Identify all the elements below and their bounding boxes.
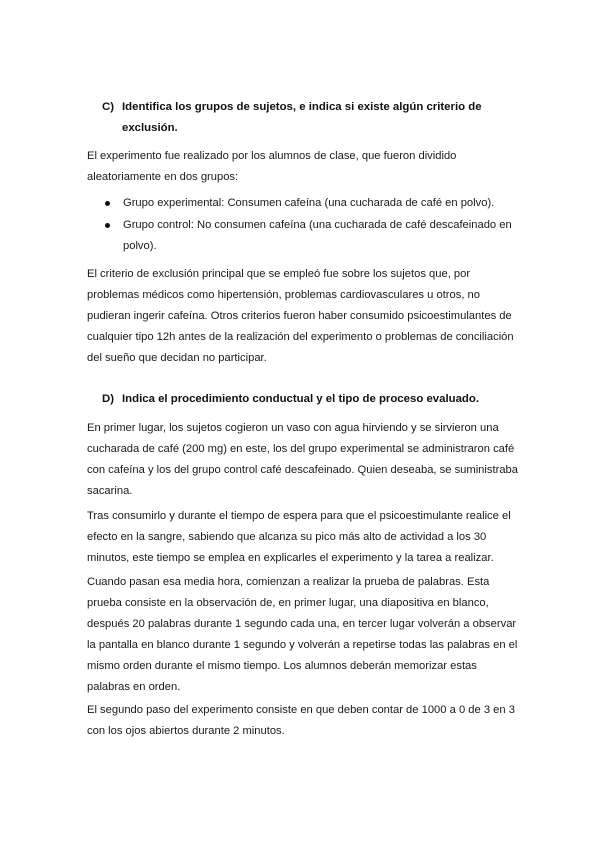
bullet-icon <box>105 201 110 206</box>
section-d-heading <box>102 389 532 410</box>
section-c-intro: El experimento fue realizado por los alumnos de clase, que fueron dividido aleatoriamente en dos grupos: <box>87 150 457 183</box>
bullet-icon <box>105 223 110 228</box>
section-d-paragraph-2: Tras consumirlo y durante el tiempo de espera para que el psicoestimulante realice el efecto en la sangre, sabiendo que alcanza su pico más alto de actividad a los 30 minutos, este tiempo se emplea en explicarles el experimento y la tarea a realizar. <box>87 510 511 564</box>
section-c-title-line1: Identifica los grupos de sujetos, e indica si existe algún criterio de <box>122 101 482 113</box>
section-c-letter: C) <box>102 101 115 113</box>
list-item <box>87 193 519 214</box>
section-d-paragraph-3: Cuando pasan esa media hora, comienzan a realizar la prueba de palabras. Esta prueba consiste en la observación de, en primer lugar, una diapositiva en blanco, después 20 palabras durante 1 segundo cada una, en tercer lugar volverán a observar la pantalla en blanco durante 1 segundo y volverán a repetirse todas las palabras en el mismo orden durante el mismo tiempo. Los alumnos deberán memorizar estas palabras en orden. <box>87 576 518 693</box>
group-list <box>87 193 519 258</box>
list-item-text: Grupo control: No consumen cafeína (una cucharada de café descafeinado en polvo). <box>123 219 512 252</box>
section-c-criteria: El criterio de exclusión principal que se empleó fue sobre los sujetos que, por problemas médicos como hipertensión, problemas cardiovasculares u otros, no pudieran ingerir cafeína. Otros criterios fueron haber consumido psicoestimulantes de cualquier tipo 12h antes de la realización del experimento o problemas de conciliación del sueño que decidan no participar. <box>87 268 514 364</box>
section-c-heading <box>102 97 512 139</box>
list-item-text: Grupo experimental: Consumen cafeína (una cucharada de café en polvo). <box>123 197 495 209</box>
list-item <box>87 215 519 257</box>
section-d-paragraph-1: En primer lugar, los sujetos cogieron un vaso con agua hirviendo y se sirvieron una cucharada de café (200 mg) en este, los del grupo experimental se administraron café con cafeína y los del grupo control café descafeinado. Quien deseaba, se suministraba sacarina. <box>87 422 518 497</box>
section-c-title-line2: exclusión. <box>122 122 178 134</box>
section-d-letter: D) <box>102 393 115 405</box>
section-d-title: Indica el procedimiento conductual y el tipo de proceso evaluado. <box>122 393 479 405</box>
section-d-paragraph-4: El segundo paso del experimento consiste en que deben contar de 1000 a 0 de 3 en 3 con los ojos abiertos durante 2 minutos. <box>87 704 515 737</box>
